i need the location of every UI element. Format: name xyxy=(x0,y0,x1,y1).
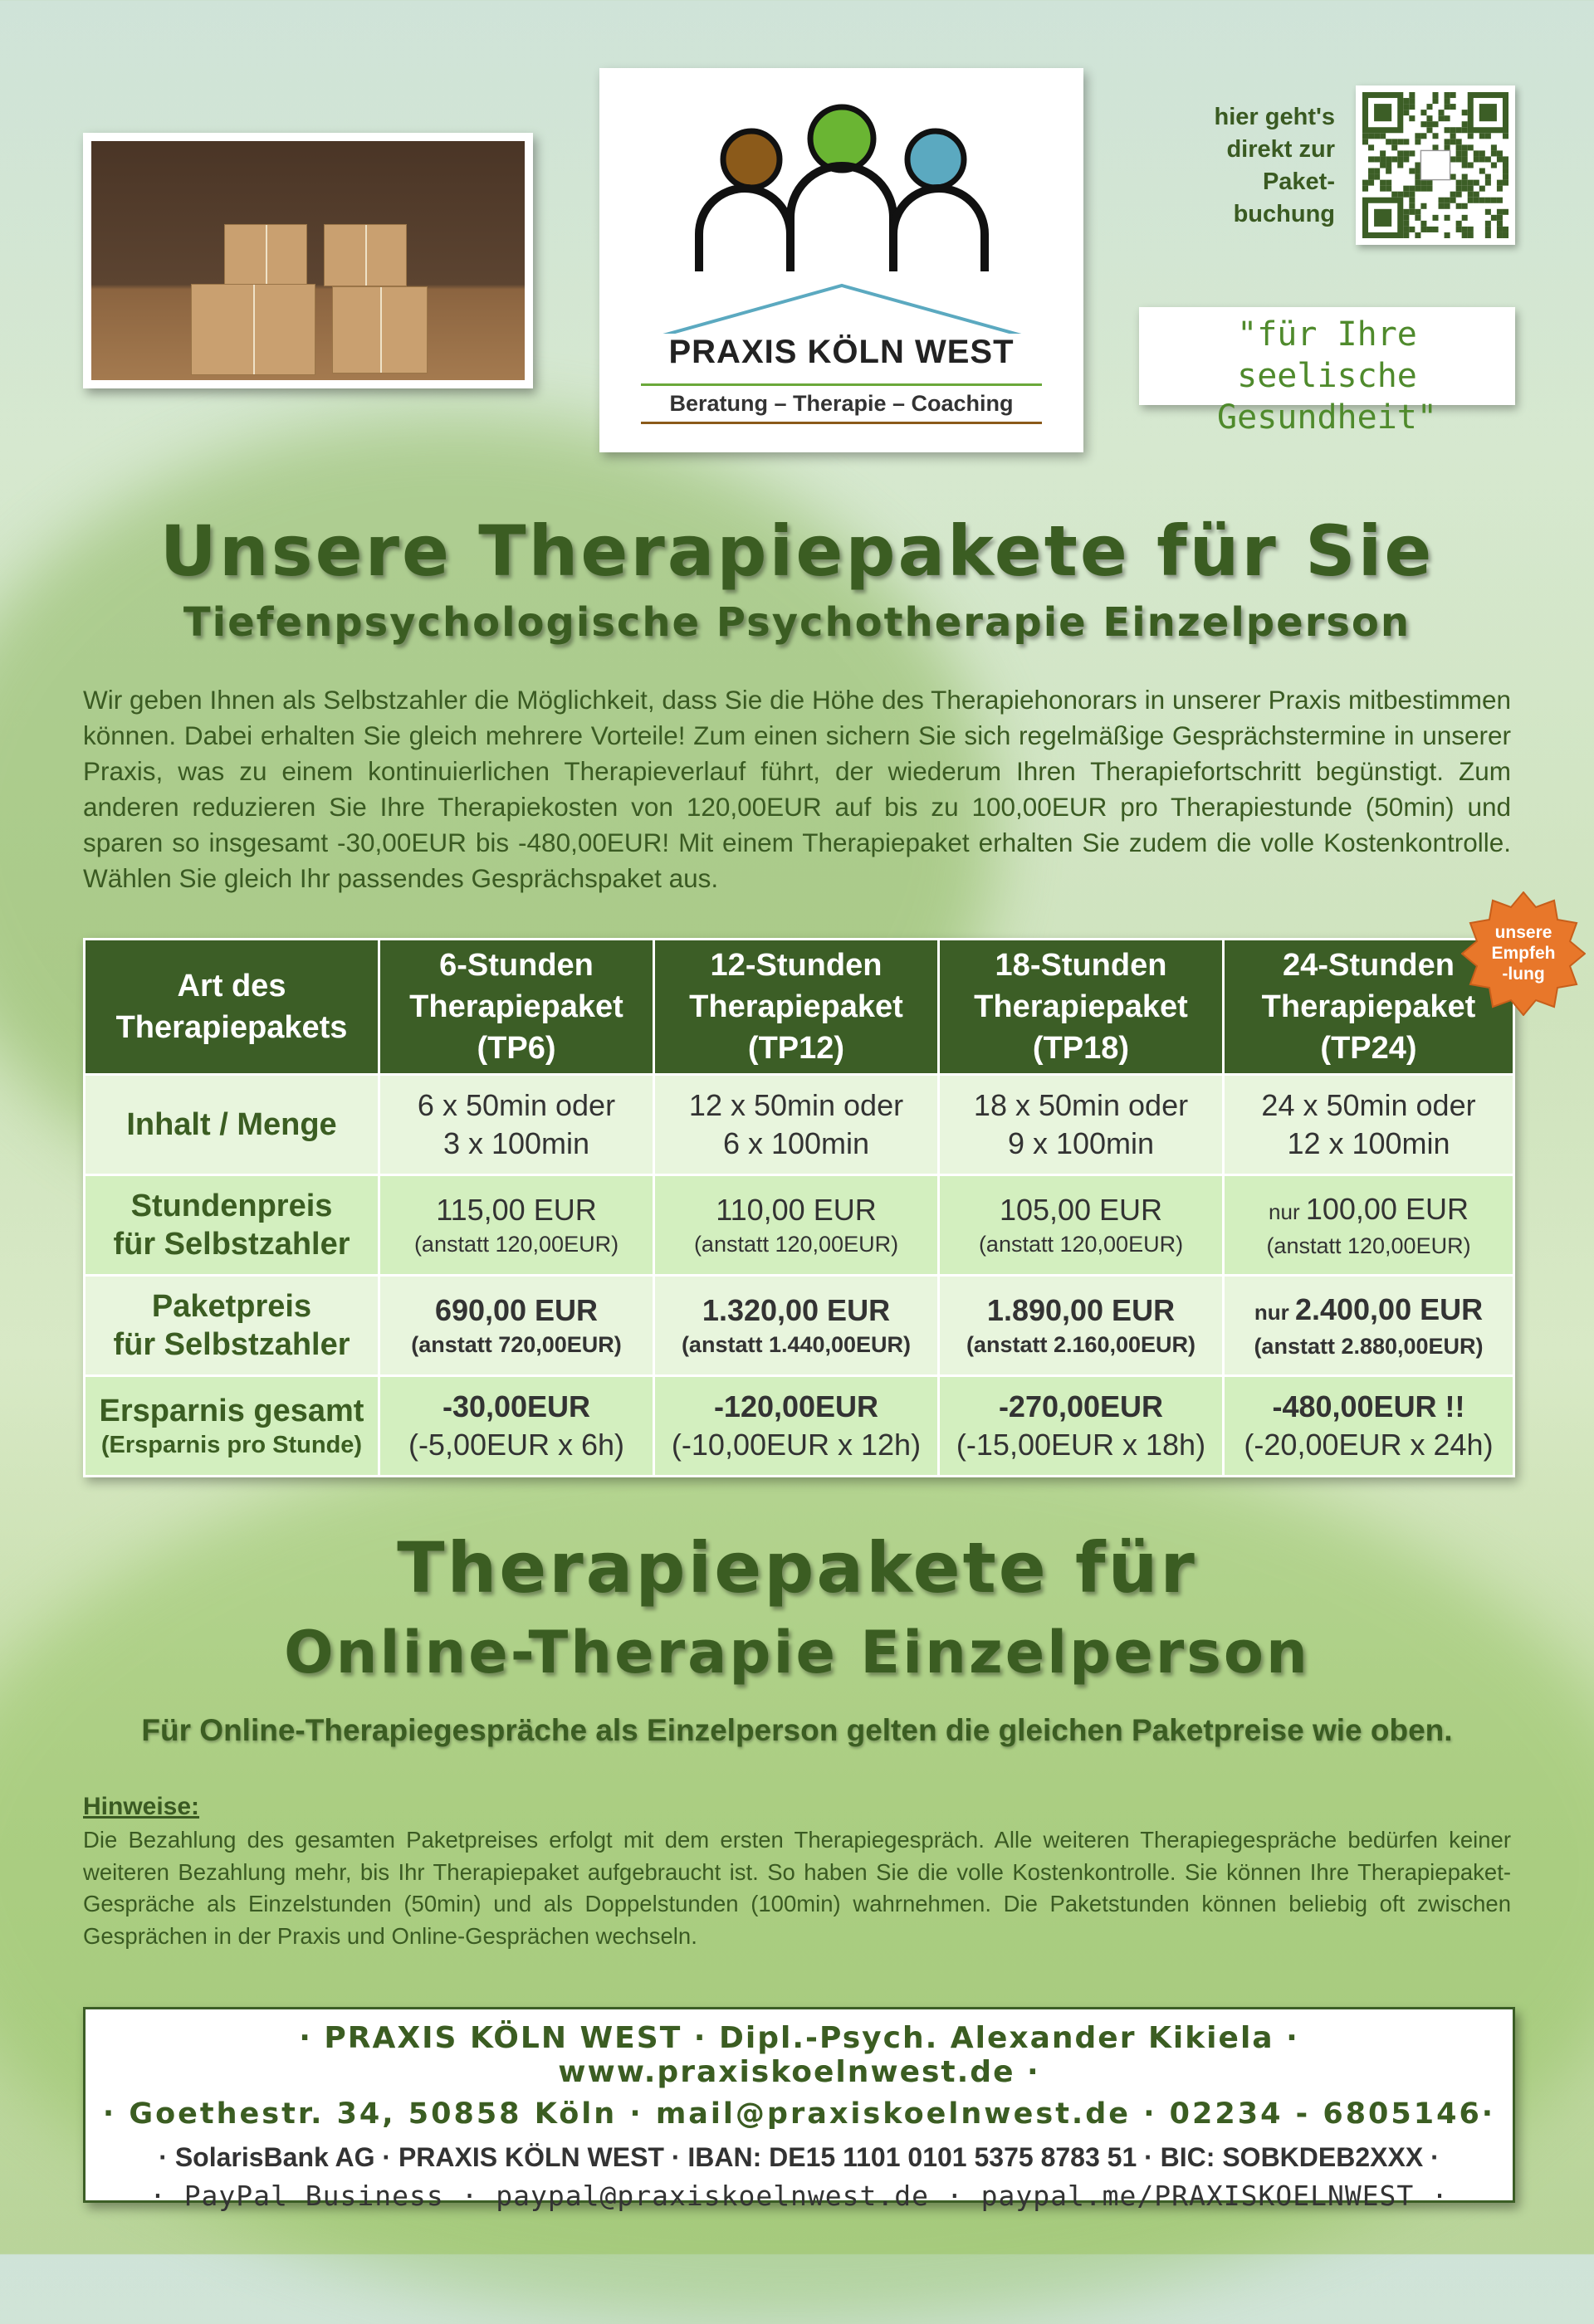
table-cell: 690,00 EUR (anstatt 720,00EUR) xyxy=(380,1277,653,1374)
page-title: Unsere Therapiepakete für Sie xyxy=(159,510,1435,592)
qr-caption-line: buchung xyxy=(1233,201,1335,227)
table-cell: 115,00 EUR (anstatt 120,00EUR) xyxy=(380,1176,653,1274)
table-cell: 1.890,00 EUR (anstatt 2.160,00EUR) xyxy=(940,1277,1222,1374)
footer-contact-line: · PRAXIS KÖLN WEST · Dipl.-Psych. Alexander Kikiela · www.praxiskoelnwest.de · xyxy=(299,2021,1299,2089)
table-cell: 110,00 EUR (anstatt 120,00EUR) xyxy=(655,1176,937,1274)
table-cell: -270,00EUR (-15,00EUR x 18h) xyxy=(940,1377,1222,1475)
hinweise-heading: Hinweise: xyxy=(83,1793,200,1820)
table-cell: -30,00EUR (-5,00EUR x 6h) xyxy=(380,1377,653,1475)
badge-text: -lung xyxy=(1502,964,1545,984)
logo-name: PRAXIS KÖLN WEST xyxy=(668,334,1015,370)
row-label: Stundenpreis für Selbstzahler xyxy=(86,1176,378,1274)
footer-bank-line: · SolarisBank AG · PRAXIS KÖLN WEST · IBAN: DE15 1101 0101 5375 8783 51 · BIC: SOBKDEB2XXX · xyxy=(159,2142,1440,2172)
badge-text: unsere xyxy=(1494,923,1552,942)
table-cell: nur 2.400,00 EUR (anstatt 2.880,00EUR) xyxy=(1225,1277,1513,1374)
table-cell: 1.320,00 EUR (anstatt 1.440,00EUR) xyxy=(655,1277,937,1374)
row-label: Paketpreis für Selbstzahler xyxy=(86,1277,378,1374)
table-row-inhalt xyxy=(86,1076,1513,1174)
table-cell: 18 x 50min oder 9 x 100min xyxy=(940,1076,1222,1174)
row-label: Inhalt / Menge xyxy=(86,1076,378,1174)
online-subtitle: Online-Therapie Einzelperson xyxy=(284,1618,1310,1687)
footer-address-line: · Goethestr. 34, 50858 Köln · mail@praxiskoelnwest.de · 02234 - 6805146· xyxy=(102,2097,1496,2131)
table-row-ersparnis xyxy=(86,1377,1513,1475)
qr-caption xyxy=(1187,101,1335,231)
table-row-paketpreis xyxy=(86,1277,1513,1374)
qr-caption-line: Paket- xyxy=(1262,168,1335,195)
qr-caption-line: direkt zur xyxy=(1226,136,1335,163)
praxis-logo xyxy=(599,68,1083,452)
header-type: Art des Therapiepakets xyxy=(86,940,378,1073)
contact-footer xyxy=(83,2007,1515,2212)
people-house-icon xyxy=(599,68,1083,334)
slogan-line: "für Ihre seelische xyxy=(1237,315,1417,395)
logo-tagline: Beratung – Therapie – Coaching xyxy=(641,383,1042,424)
booking-qr-code[interactable] xyxy=(1356,85,1515,245)
table-cell: 6 x 50min oder 3 x 100min xyxy=(380,1076,653,1174)
badge-text: Empfeh xyxy=(1491,944,1556,963)
table-cell: 12 x 50min oder 6 x 100min xyxy=(655,1076,937,1174)
page-subtitle: Tiefenpsychologische Psychotherapie Einzelperson xyxy=(183,599,1411,646)
recommendation-badge xyxy=(1461,891,1586,1016)
footer-paypal-line: · PayPal Business · paypal@praxiskoelnwest.de · paypal.me/PRAXISKOELNWEST · xyxy=(149,2180,1450,2212)
slogan-box xyxy=(1139,307,1515,437)
intro-paragraph: Wir geben Ihnen als Selbstzahler die Möglichkeit, dass Sie die Höhe des Therapiehonorars in unserer Praxis mitbestimmen können. Dabei erhalten Sie gleich mehrere Vorteile! Zum einen sichern Sie sich regelmäßige Gesprächstermine in unserer Praxis, was zu einem kontinuierlichen Therapieverlauf führt, der wiederum Ihren Therapiefortschritt begünstigt. Zum anderen reduzieren Sie Ihre Therapiekosten von 120,00EUR auf bis zu 100,00EUR pro Therapiestunde (50min) und sparen so insgesamt -30,00EUR bis -480,00EUR! Mit einem Therapiepaket erhalten Sie zudem die volle Kostenkontrolle. Wählen Sie gleich Ihr passendes Gesprächspaket aus. xyxy=(83,685,1511,893)
table-cell: -480,00EUR !! (-20,00EUR x 24h) xyxy=(1225,1377,1513,1475)
table-cell: 105,00 EUR (anstatt 120,00EUR) xyxy=(940,1176,1222,1274)
packages-photo xyxy=(83,133,533,388)
header-tp18: 18-Stunden Therapiepaket (TP18) xyxy=(940,940,1222,1073)
table-cell: 24 x 50min oder 12 x 100min xyxy=(1225,1076,1513,1174)
pricing-table xyxy=(83,938,1515,1477)
table-cell: -120,00EUR (-10,00EUR x 12h) xyxy=(655,1377,937,1475)
hinweise-text: Die Bezahlung des gesamten Paketpreises erfolgt mit dem ersten Therapiegespräch. Alle weiteren Therapiegespräche bedürfen keiner weiteren Bezahlung mehr, bis Ihr Therapiepaket aufgebraucht ist. So haben Sie die volle Kostenkontrolle. Sie können Ihre Therapiepaket-Gespräche als Einzelstunden (50min) und als Doppelstunden (100min) wahrnehmen. Die Paketstunden können beliebig oft zwischen Gesprächen in der Praxis und Online-Gesprächen wechseln. xyxy=(83,1827,1511,1949)
header-tp12: 12-Stunden Therapiepaket (TP12) xyxy=(655,940,937,1073)
online-note: Für Online-Therapiegespräche als Einzelperson gelten die gleichen Paketpreise wie oben. xyxy=(141,1713,1453,1747)
table-row-stundenpreis xyxy=(86,1176,1513,1274)
table-cell: nur 100,00 EUR (anstatt 120,00EUR) xyxy=(1225,1176,1513,1274)
qr-code-icon xyxy=(1362,92,1508,238)
qr-caption-line: hier geht's xyxy=(1214,104,1335,130)
header-tp6: 6-Stunden Therapiepaket (TP6) xyxy=(380,940,653,1073)
header-tp24: 24-Stunden Therapiepaket (TP24) xyxy=(1225,940,1513,1073)
row-label: Ersparnis gesamt (Ersparnis pro Stunde) xyxy=(86,1377,378,1475)
slogan-line: Gesundheit" xyxy=(1217,398,1437,437)
online-title: Therapiepakete für xyxy=(397,1527,1197,1609)
